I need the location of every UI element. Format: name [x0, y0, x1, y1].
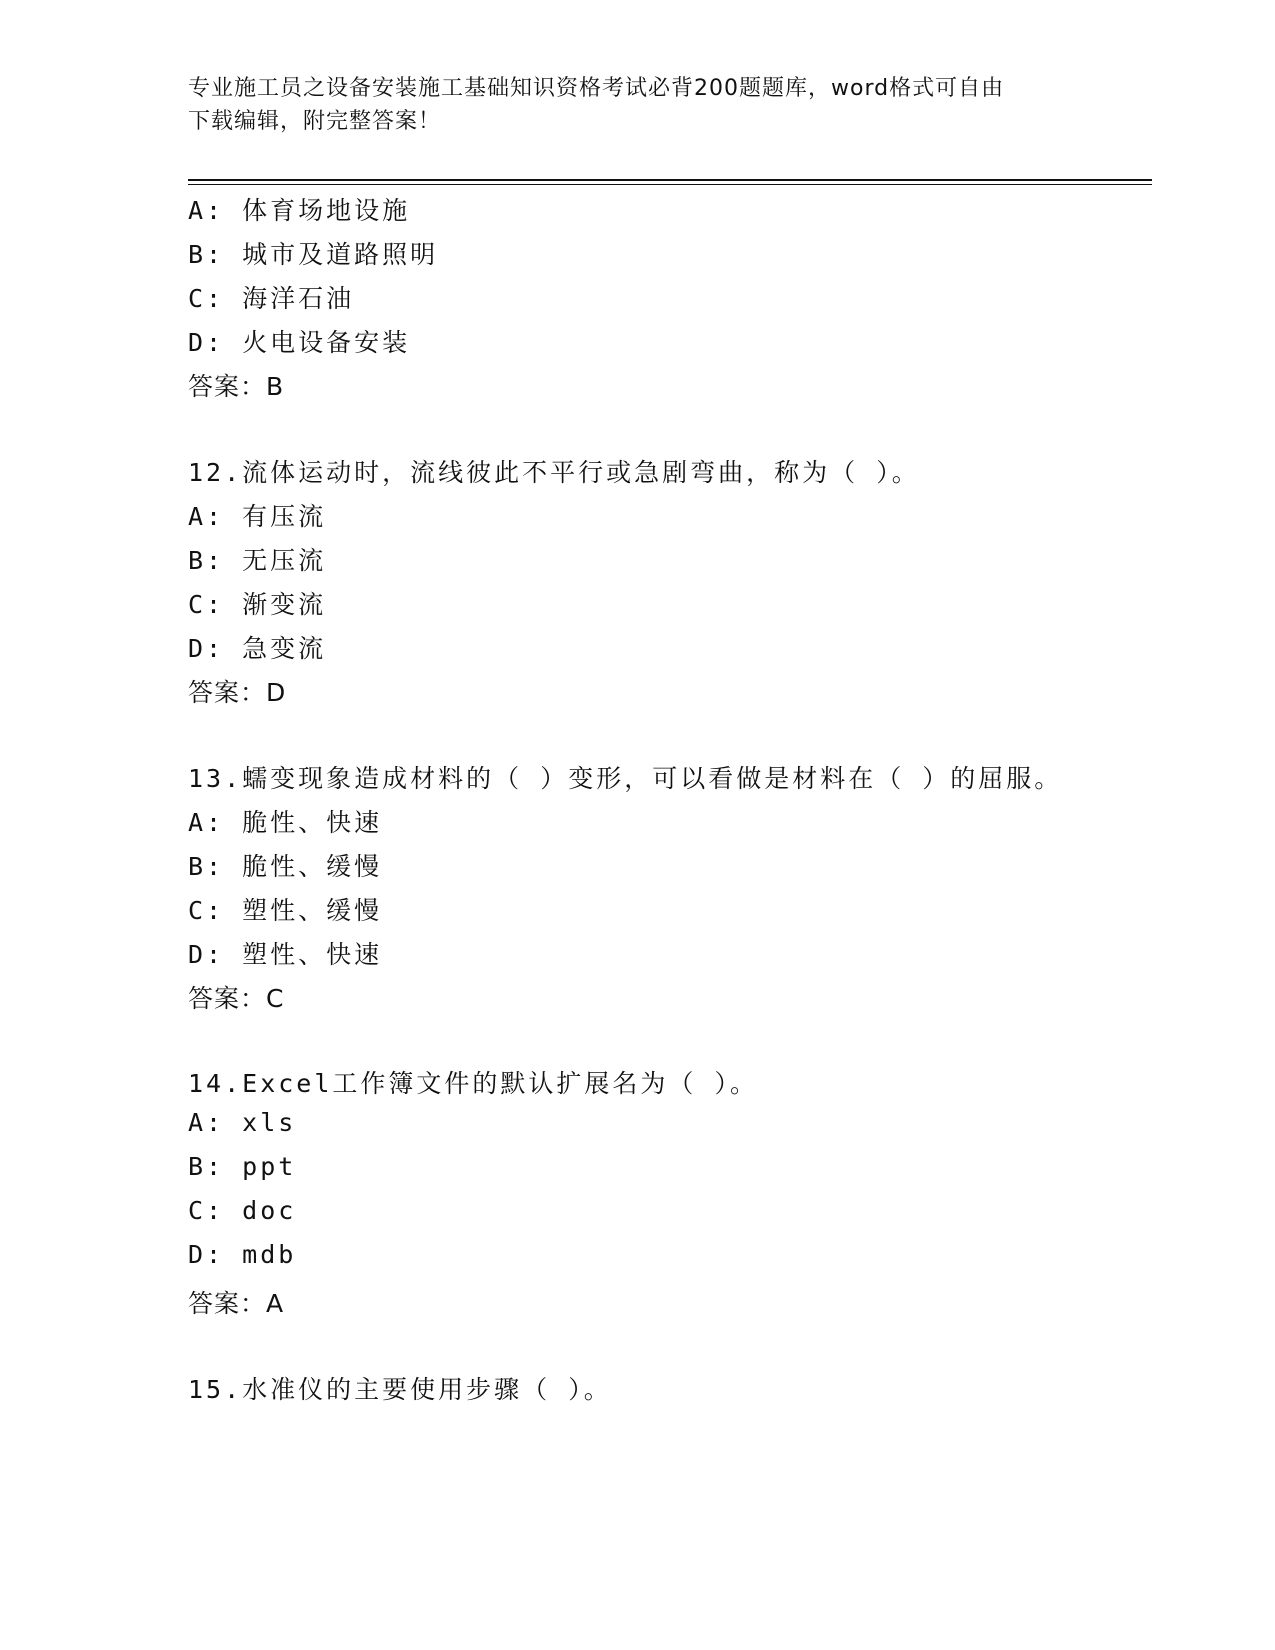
header-divider-thick [188, 179, 1152, 181]
document-header [188, 72, 1088, 138]
q13-option-a: A: 脆性、快速 [188, 808, 383, 837]
q13-answer: 答案：C [188, 984, 285, 1013]
q13-option-c: C: 塑性、缓慢 [188, 896, 383, 925]
q12-option-c: C: 渐变流 [188, 590, 327, 619]
q12-answer: 答案：D [188, 678, 287, 707]
header-line-2: 下载编辑，附完整答案！ [188, 109, 442, 134]
q15-question: 15.水准仪的主要使用步骤（ ）。 [188, 1375, 612, 1404]
q11-option-d: D: 火电设备安装 [188, 328, 411, 357]
header-line-1: 专业施工员之设备安装施工基础知识资格考试必背200题题库，word格式可自由 [188, 76, 1005, 101]
q14-option-b: B: ppt [188, 1152, 297, 1181]
q11-answer: 答案：B [188, 372, 285, 401]
q14-option-d: D: mdb [188, 1240, 297, 1269]
q11-option-c: C: 海洋石油 [188, 284, 355, 313]
q11-option-a: A: 体育场地设施 [188, 196, 411, 225]
q12-option-b: B: 无压流 [188, 546, 327, 575]
q12-option-d: D: 急变流 [188, 634, 327, 663]
q12-question: 12.流体运动时，流线彼此不平行或急剧弯曲，称为（ ）。 [188, 458, 920, 487]
q14-answer: 答案：A [188, 1289, 285, 1318]
q14-option-c: C: doc [188, 1196, 297, 1225]
q14-question: 14.Excel工作簿文件的默认扩展名为（ ）。 [188, 1069, 758, 1098]
q12-option-a: A: 有压流 [188, 502, 327, 531]
q14-option-a: A: xls [188, 1108, 297, 1137]
q11-option-b: B: 城市及道路照明 [188, 240, 439, 269]
q13-option-b: B: 脆性、缓慢 [188, 852, 383, 881]
header-divider-thin [188, 184, 1152, 185]
q13-option-d: D: 塑性、快速 [188, 940, 383, 969]
q13-question: 13.蠕变现象造成材料的（ ）变形，可以看做是材料在（ ）的屈服。 [188, 764, 1063, 793]
